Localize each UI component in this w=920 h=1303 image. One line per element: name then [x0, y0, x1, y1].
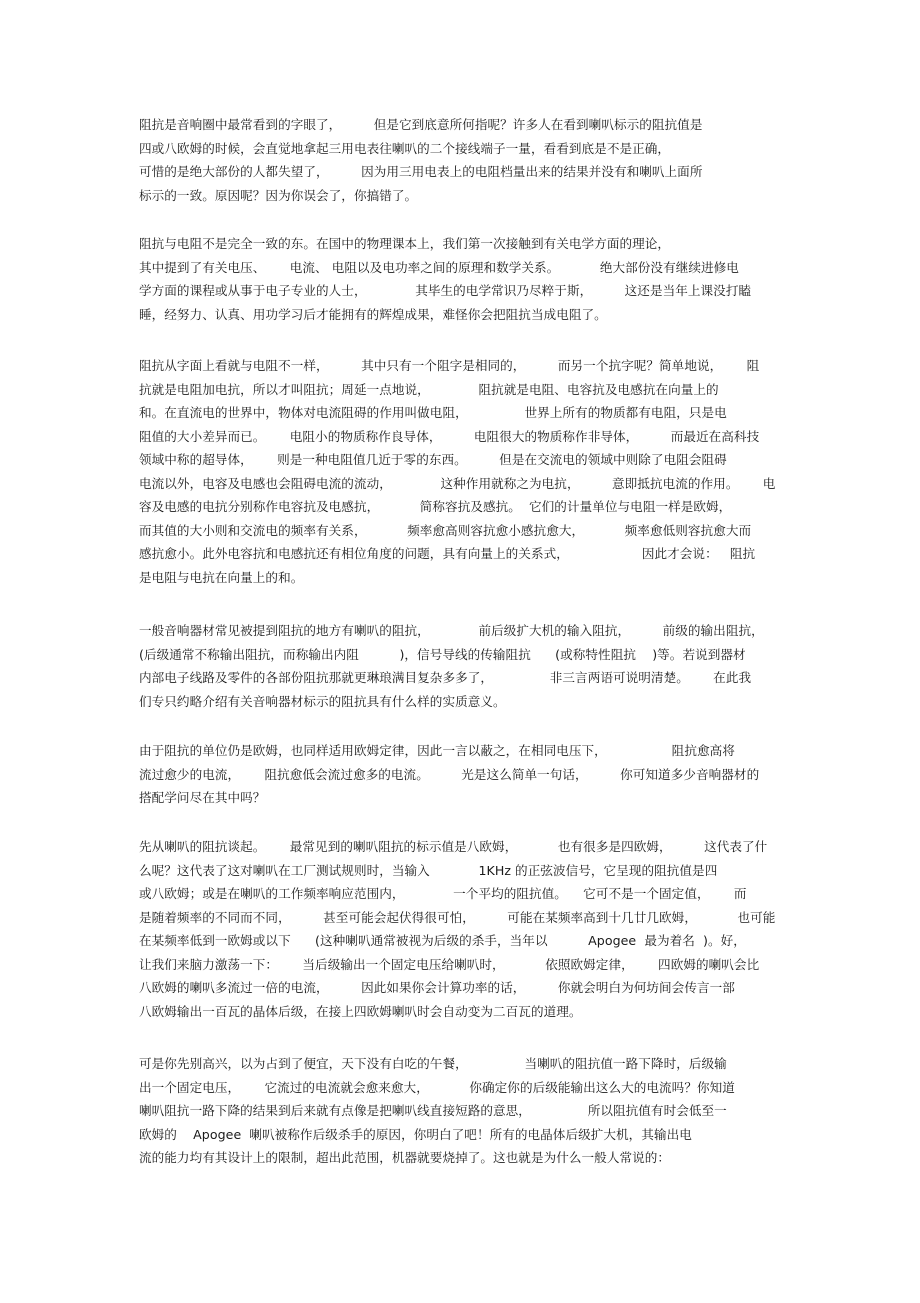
text-line: 可惜的是绝大部份的人都失望了， 因为用三用电表上的电阻档量出来的结果并没有和喇叭上面所 — [139, 164, 703, 179]
paragraph-1 — [139, 113, 789, 207]
paragraph-7 — [139, 1052, 789, 1170]
text-line: 阻抗从字面上看就与电阻不一样， 其中只有一个阻字是相同的， 而另一个抗字呢？简单地说， 阻 — [139, 358, 760, 373]
text-line: 由于阻抗的单位仍是欧姆，也同样适用欧姆定律，因此一言以蔽之，在相同电压下， 阻抗愈高将 — [139, 743, 735, 758]
text-line: 是电阻与电抗在向量上的和。 — [139, 569, 304, 585]
text-line: 阻抗是音响圈中最常看到的字眼了， 但是它到底意所何指呢？许多人在看到喇叭标示的阻抗值是 — [139, 117, 703, 132]
text-line: 是随着频率的不同而不同， 甚至可能会起伏得很可怕， 可能在某频率高到十几廿几欧姆， 也可能 — [139, 909, 776, 925]
text-line: 学方面的课程或从事于电子专业的人士， 其毕生的电学常识乃尽粹于斯， 这还是当年上课没打瞌 — [139, 283, 752, 298]
text-line: 电流以外，电容及电感也会阻碍电流的流动， 这种作用就称之为电抗， 意即抵抗电流的作用。 电 — [139, 475, 776, 491]
text-line: 先从喇叭的阻抗谈起。 最常见到的喇叭阻抗的标示值是八欧姆， 也有很多是四欧姆， 这代表了什 — [139, 839, 768, 854]
text-line: 和。在直流电的世界中，物体对电流阻碍的作用叫做电阻， 世界上所有的物质都有电阻，只是电 — [139, 405, 727, 420]
text-line: 阻值的大小差异而已。 电阻小的物质称作良导体， 电阻很大的物质称作非导体， 而最近在高科技 — [139, 428, 760, 444]
text-line: 一般音响器材常见被提到阻抗的地方有喇叭的阻抗， 前后级扩大机的输入阻抗， 前级的输出阻抗， — [139, 623, 764, 638]
text-line: 们专只约略介绍有关音响器材标示的阻抗具有什么样的实质意义。 — [139, 693, 506, 709]
paragraph-4 — [139, 619, 789, 713]
text-line: 而其值的大小则和交流电的频率有关系， 频率愈高则容抗愈小感抗愈大， 频率愈低则容抗愈大而 — [139, 522, 752, 538]
text-line: 内部电子线路及零件的各部份阻抗那就更琳琅满目复杂多多了， 非三言两语可说明清楚。 在此我 — [139, 670, 752, 685]
paragraph-2 — [139, 232, 789, 326]
text-line: 在某频率低到一欧姆或以下 (这种喇叭通常被视为后级的杀手，当年以 Apogee 最为着名 )。好， — [139, 933, 746, 948]
text-line: 抗就是电阻加电抗，所以才叫阻抗；周延一点地说， 阻抗就是电阻、电容抗及电感抗在向量上的 — [139, 381, 719, 397]
text-line: 么呢？这代表了这对喇叭在工厂测试规则时，当输入 1KHz 的正弦波信号，它呈现的阻抗值是四 — [139, 862, 718, 878]
paragraph-3 — [139, 354, 789, 589]
text-line: 出一个固定电压， 它流过的电流就会愈来愈大， 你确定你的后级能输出这么大的电流吗？你知道 — [139, 1079, 735, 1095]
text-line: 睡，经努力、认真、用功学习后才能拥有的辉煌成果，难怪你会把阻抗当成电阻了。 — [139, 306, 607, 322]
text-line: 或八欧姆；或是在喇叭的工作频率响应范围内， 一个平均的阻抗值。 它可不是一个固定值， 而 — [139, 886, 747, 901]
text-line: 可是你先别高兴，以为占到了便宜，天下没有白吃的午餐， 当喇叭的阻抗值一路下降时，后级输 — [139, 1056, 727, 1071]
text-line: 八欧姆输出一百瓦的晶体后级，在接上四欧姆喇叭时会自动变为二百瓦的道理。 — [139, 1003, 582, 1019]
text-line: 让我们来脑力激荡一下： 当后级输出一个固定电压给喇叭时， 依照欧姆定律， 四欧姆的喇叭会比 — [139, 956, 760, 972]
text-line: 领域中称的超导体， 则是一种电阻值几近于零的东西。 但是在交流电的领域中则除了电阻会阻碍 — [139, 452, 727, 467]
text-line: 流的能力均有其设计上的限制，超出此范围，机器就要烧掉了。这也就是为什么一般人常说的： — [139, 1150, 671, 1165]
text-line: 容及电感的电抗分别称作电容抗及电感抗， 简称容抗及感抗。 它们的计量单位与电阻一样是欧姆， — [139, 499, 732, 514]
text-line: 流过愈少的电流， 阻抗愈低会流过愈多的电流。 光是这么简单一句话， 你可知道多少音响器材的 — [139, 766, 760, 782]
paragraph-6 — [139, 835, 789, 1023]
text-line: (后级通常不称输出阻抗，而称输出内阻 )，信号导线的传输阻抗 (或称特性阻抗 )等。若说到器材 — [139, 646, 746, 662]
text-line: 八欧姆的喇叭多流过一倍的电流， 因此如果你会计算功率的话， 你就会明白为何坊间会传言一部 — [139, 980, 735, 995]
text-line: 其中提到了有关电压、 电流、 电阻以及电功率之间的原理和数学关系。 绝大部份没有继续进修电 — [139, 259, 739, 275]
text-line: 标示的一致。原因呢？因为你误会了，你搞错了。 — [139, 187, 418, 203]
text-line: 四或八欧姆的时候，会直觉地拿起三用电表往喇叭的二个接线端子一量，看看到底是不是正确， — [139, 140, 671, 156]
paragraph-5 — [139, 739, 789, 810]
text-line: 欧姆的 Apogee 喇叭被称作后级杀手的原因，你明白了吧！所有的电晶体后级扩大机，其输出电 — [139, 1126, 692, 1142]
text-line: 阻抗与电阻不是完全一致的东。在国中的物理课本上，我们第一次接触到有关电学方面的理论， — [139, 236, 671, 251]
text-line: 搭配学问尽在其中吗？ — [139, 790, 266, 805]
text-line: 感抗愈小。此外电容抗和电感抗还有相位角度的问题，具有向量上的关系式， 因此才会说： 阻抗 — [139, 546, 756, 561]
text-line: 喇叭阻抗一路下降的结果到后来就有点像是把喇叭线直接短路的意思， 所以阻抗值有时会低至一 — [139, 1103, 727, 1118]
